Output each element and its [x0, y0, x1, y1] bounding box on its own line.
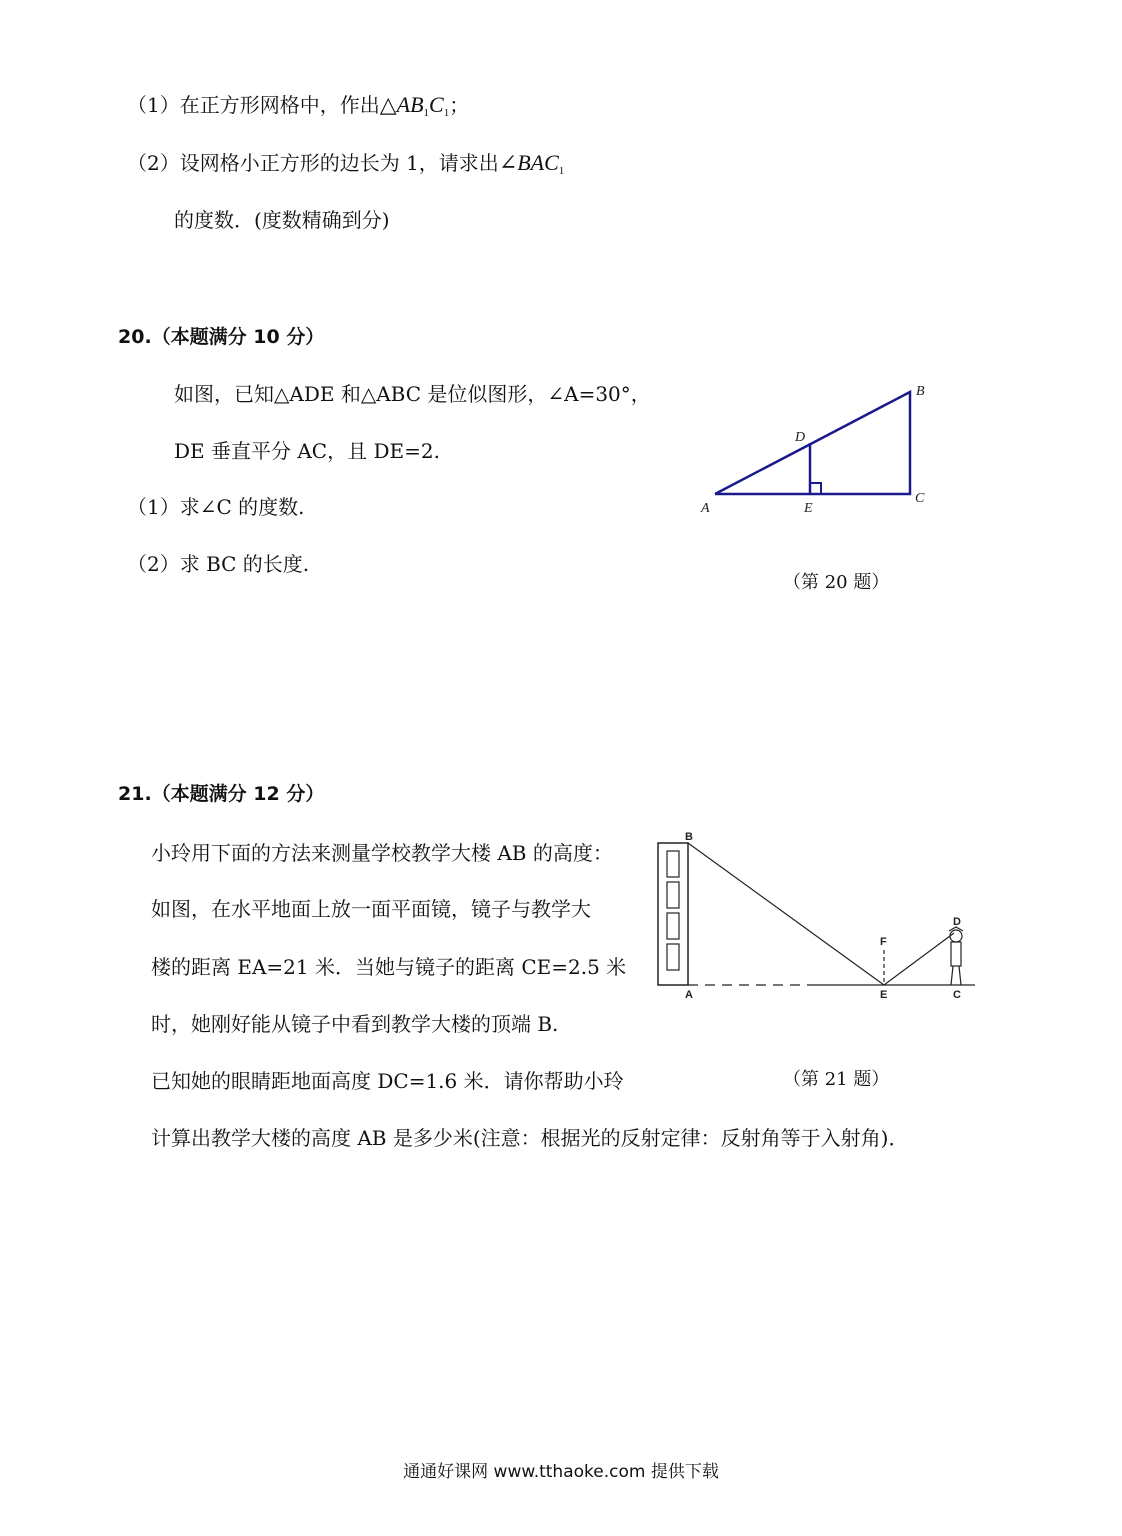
q20-line1: 如图，已知△ADE 和△ABC 是位似图形，∠A=30°， [174, 382, 651, 406]
q19-part1-suffix: ； [449, 93, 470, 117]
q21-line5: 已知她的眼睛距地面高度 DC=1.6 米．请你帮助小玲 [151, 1069, 624, 1093]
q21-window-3 [667, 913, 679, 939]
q21-girl-head [950, 930, 962, 942]
q19-part1-sub1: 1 [423, 107, 430, 119]
q20-heading: 20.（本题满分 10 分） [118, 326, 325, 348]
q20-label-b: B [916, 384, 925, 399]
q21-window-2 [667, 882, 679, 908]
q21-label-b: B [685, 831, 693, 843]
q21-ray-be [688, 843, 884, 985]
q21-line4: 时，她刚好能从镜子中看到教学大楼的顶端 B. [151, 1012, 559, 1036]
q21-girl-body [951, 942, 961, 966]
q19-part1-math [380, 92, 449, 117]
q19-part2 [127, 152, 564, 177]
q19-part1-sub2: 1 [443, 107, 450, 119]
q20-triangle-abc [715, 392, 910, 494]
q20-part1: （1）求∠C 的度数. [127, 495, 305, 519]
q21-label-e: E [880, 989, 888, 1001]
page-footer: 通通好课网 www.tthaoke.com 提供下载 [403, 1462, 719, 1482]
q20-label-e: E [804, 501, 813, 516]
q21-label-d: D [953, 916, 961, 928]
q19-part1 [127, 94, 469, 119]
q20-line2: DE 垂直平分 AC，且 DE=2. [174, 439, 440, 463]
q21-caption: （第 21 题） [783, 1069, 890, 1090]
q20-label-c: C [915, 491, 925, 506]
q19-part1-math-c: C [429, 92, 444, 117]
q21-window-1 [667, 851, 679, 877]
q21-label-f: F [880, 936, 887, 948]
q21-label-a: A [685, 989, 693, 1001]
q20-right-angle-mark [810, 483, 821, 494]
q19-part2-line2: 的度数．(度数精确到分) [174, 208, 390, 232]
q19-part2-math [499, 150, 564, 175]
q20-caption: （第 20 题） [783, 572, 890, 593]
q21-girl-leg-left [951, 966, 953, 985]
q21-ray-ed [884, 933, 954, 985]
q19-part2-angle: ∠BAC [498, 150, 559, 175]
q21-line1: 小玲用下面的方法来测量学校教学大楼 AB 的高度： [151, 841, 613, 865]
q19-part1-text: （1）在正方形网格中，作出 [127, 93, 380, 117]
q21-building [658, 843, 688, 985]
q20-part2: （2）求 BC 的长度. [127, 552, 310, 576]
q21-heading: 21.（本题满分 12 分） [118, 783, 325, 805]
q21-figure [650, 825, 980, 1005]
q21-line3: 楼的距离 EA=21 米．当她与镜子的距离 CE=2.5 米 [151, 955, 627, 979]
q20-label-d: D [795, 430, 806, 445]
q21-label-c: C [953, 989, 961, 1001]
q21-girl-leg-right [959, 966, 961, 985]
q21-window-4 [667, 944, 679, 970]
q20-label-a: A [701, 501, 710, 516]
q21-line6: 计算出教学大楼的高度 AB 是多少米(注意：根据光的反射定律：反射角等于入射角)． [151, 1126, 909, 1150]
q20-figure [690, 375, 950, 520]
q19-part1-math-ab: △AB [379, 92, 424, 117]
q21-line2: 如图，在水平地面上放一面平面镜，镜子与教学大 [151, 897, 591, 921]
q19-part2-text: （2）设网格小正方形的边长为 1，请求出 [127, 151, 499, 175]
q19-part2-sub: 1 [558, 165, 565, 177]
